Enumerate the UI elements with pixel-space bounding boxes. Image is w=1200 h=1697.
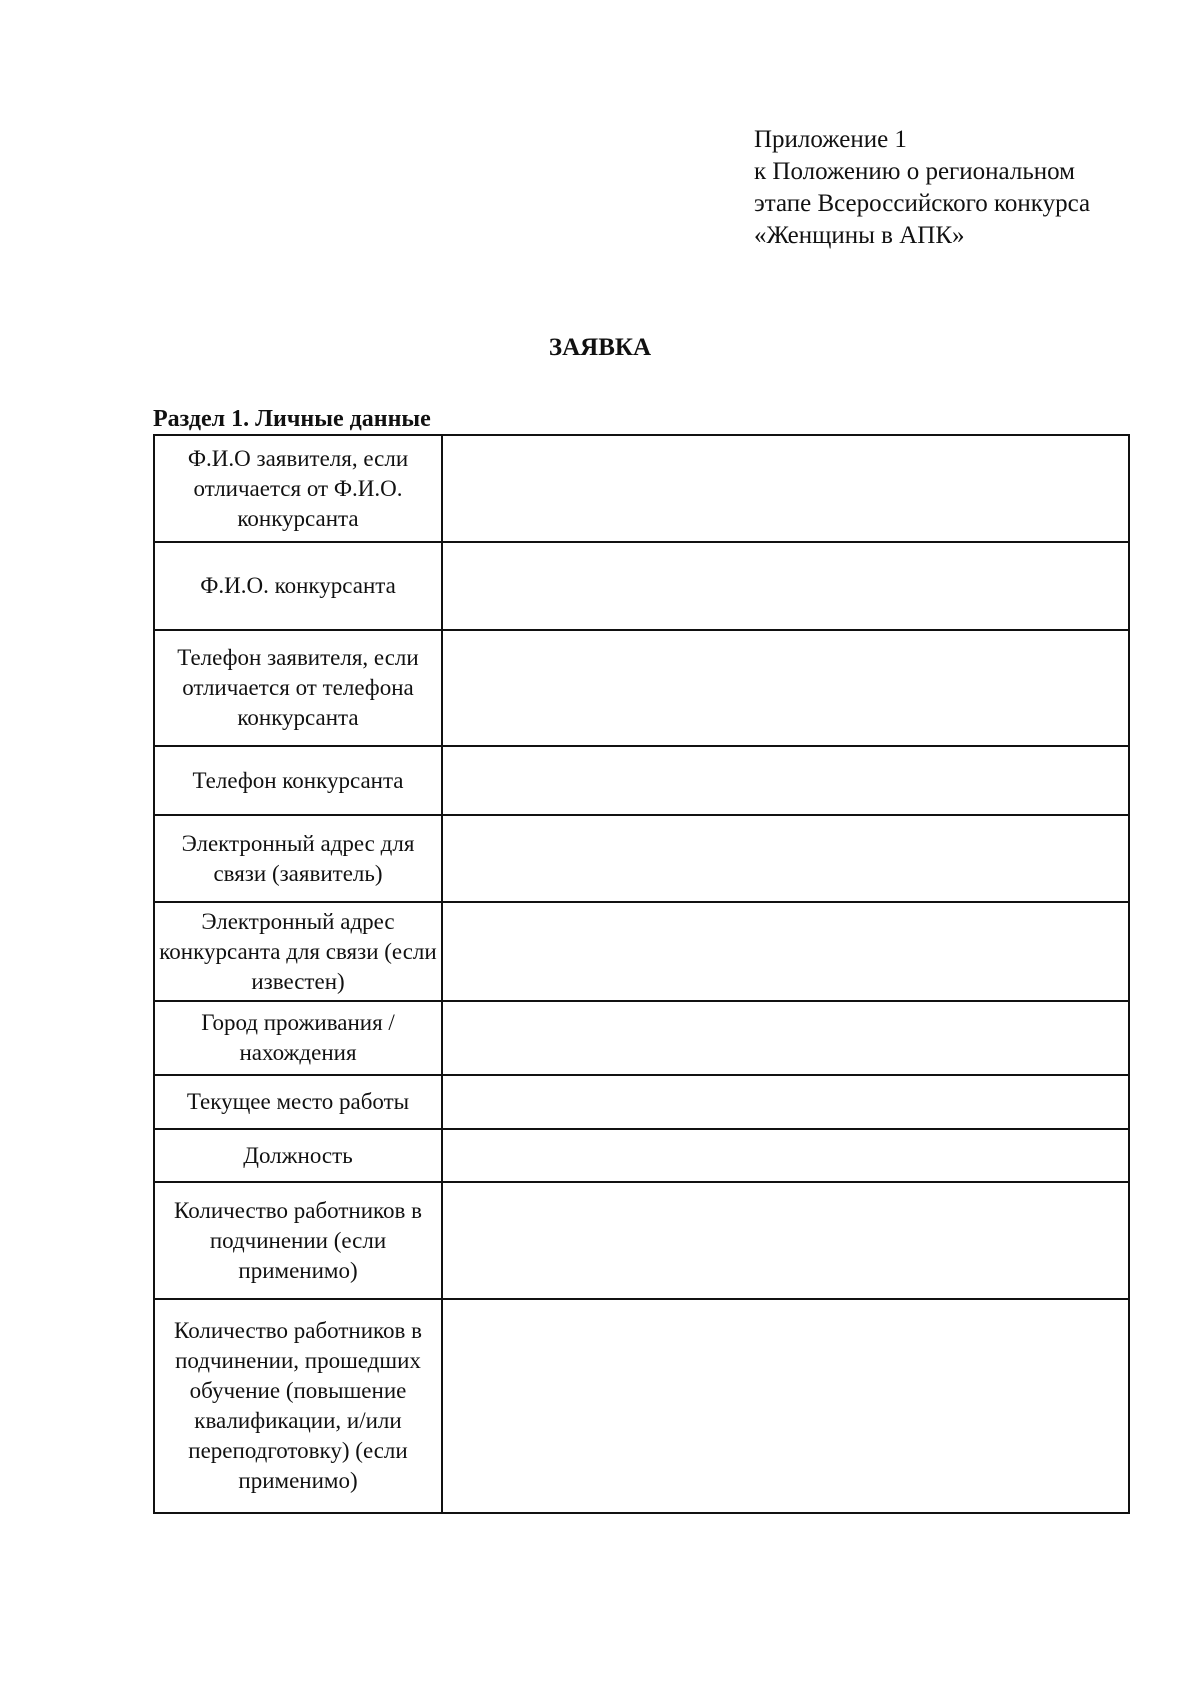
row-value-field[interactable] — [442, 1001, 1129, 1075]
table-row — [154, 902, 1129, 1001]
annex-reference — [754, 124, 1090, 252]
section-heading: Раздел 1. Личные данные — [153, 406, 431, 432]
table-row — [154, 1299, 1129, 1513]
row-label: Электронный адрес для связи (заявитель) — [154, 815, 442, 902]
row-label: Ф.И.О. конкурсанта — [154, 542, 442, 630]
row-value-field[interactable] — [442, 1182, 1129, 1299]
table-row — [154, 1001, 1129, 1075]
row-label: Телефон заявителя, если отличается от телефона конкурсанта — [154, 630, 442, 746]
row-label: Электронный адрес конкурсанта для связи (если известен) — [154, 902, 442, 1001]
row-label: Количество работников в подчинении, прошедших обучение (повышение квалификации, и/или переподготовку) (если применимо) — [154, 1299, 442, 1513]
table-row — [154, 435, 1129, 542]
row-value-field[interactable] — [442, 902, 1129, 1001]
row-value-field[interactable] — [442, 1075, 1129, 1129]
table-row — [154, 746, 1129, 815]
row-label: Должность — [154, 1129, 442, 1182]
document-title: ЗАЯВКА — [548, 334, 652, 361]
row-label: Ф.И.О заявителя, если отличается от Ф.И.О. конкурсанта — [154, 435, 442, 542]
row-value-field[interactable] — [442, 435, 1129, 542]
row-value-field[interactable] — [442, 815, 1129, 902]
table-row — [154, 815, 1129, 902]
row-value-field[interactable] — [442, 1129, 1129, 1182]
row-label: Город проживания / нахождения — [154, 1001, 442, 1075]
row-label: Телефон конкурсанта — [154, 746, 442, 815]
row-label: Текущее место работы — [154, 1075, 442, 1129]
table-row — [154, 1129, 1129, 1182]
annex-line: «Женщины в АПК» — [754, 222, 965, 249]
row-value-field[interactable] — [442, 1299, 1129, 1513]
table-row — [154, 1182, 1129, 1299]
row-value-field[interactable] — [442, 746, 1129, 815]
table-row — [154, 1075, 1129, 1129]
personal-data-table — [153, 434, 1130, 1514]
row-value-field[interactable] — [442, 630, 1129, 746]
annex-line: этапе Всероссийского конкурса — [754, 190, 1091, 217]
table-row — [154, 542, 1129, 630]
annex-line: Приложение 1 — [754, 126, 907, 153]
row-label: Количество работников в подчинении (если применимо) — [154, 1182, 442, 1299]
row-value-field[interactable] — [442, 542, 1129, 630]
table-row — [154, 630, 1129, 746]
annex-line: к Положению о региональном — [754, 158, 1075, 185]
